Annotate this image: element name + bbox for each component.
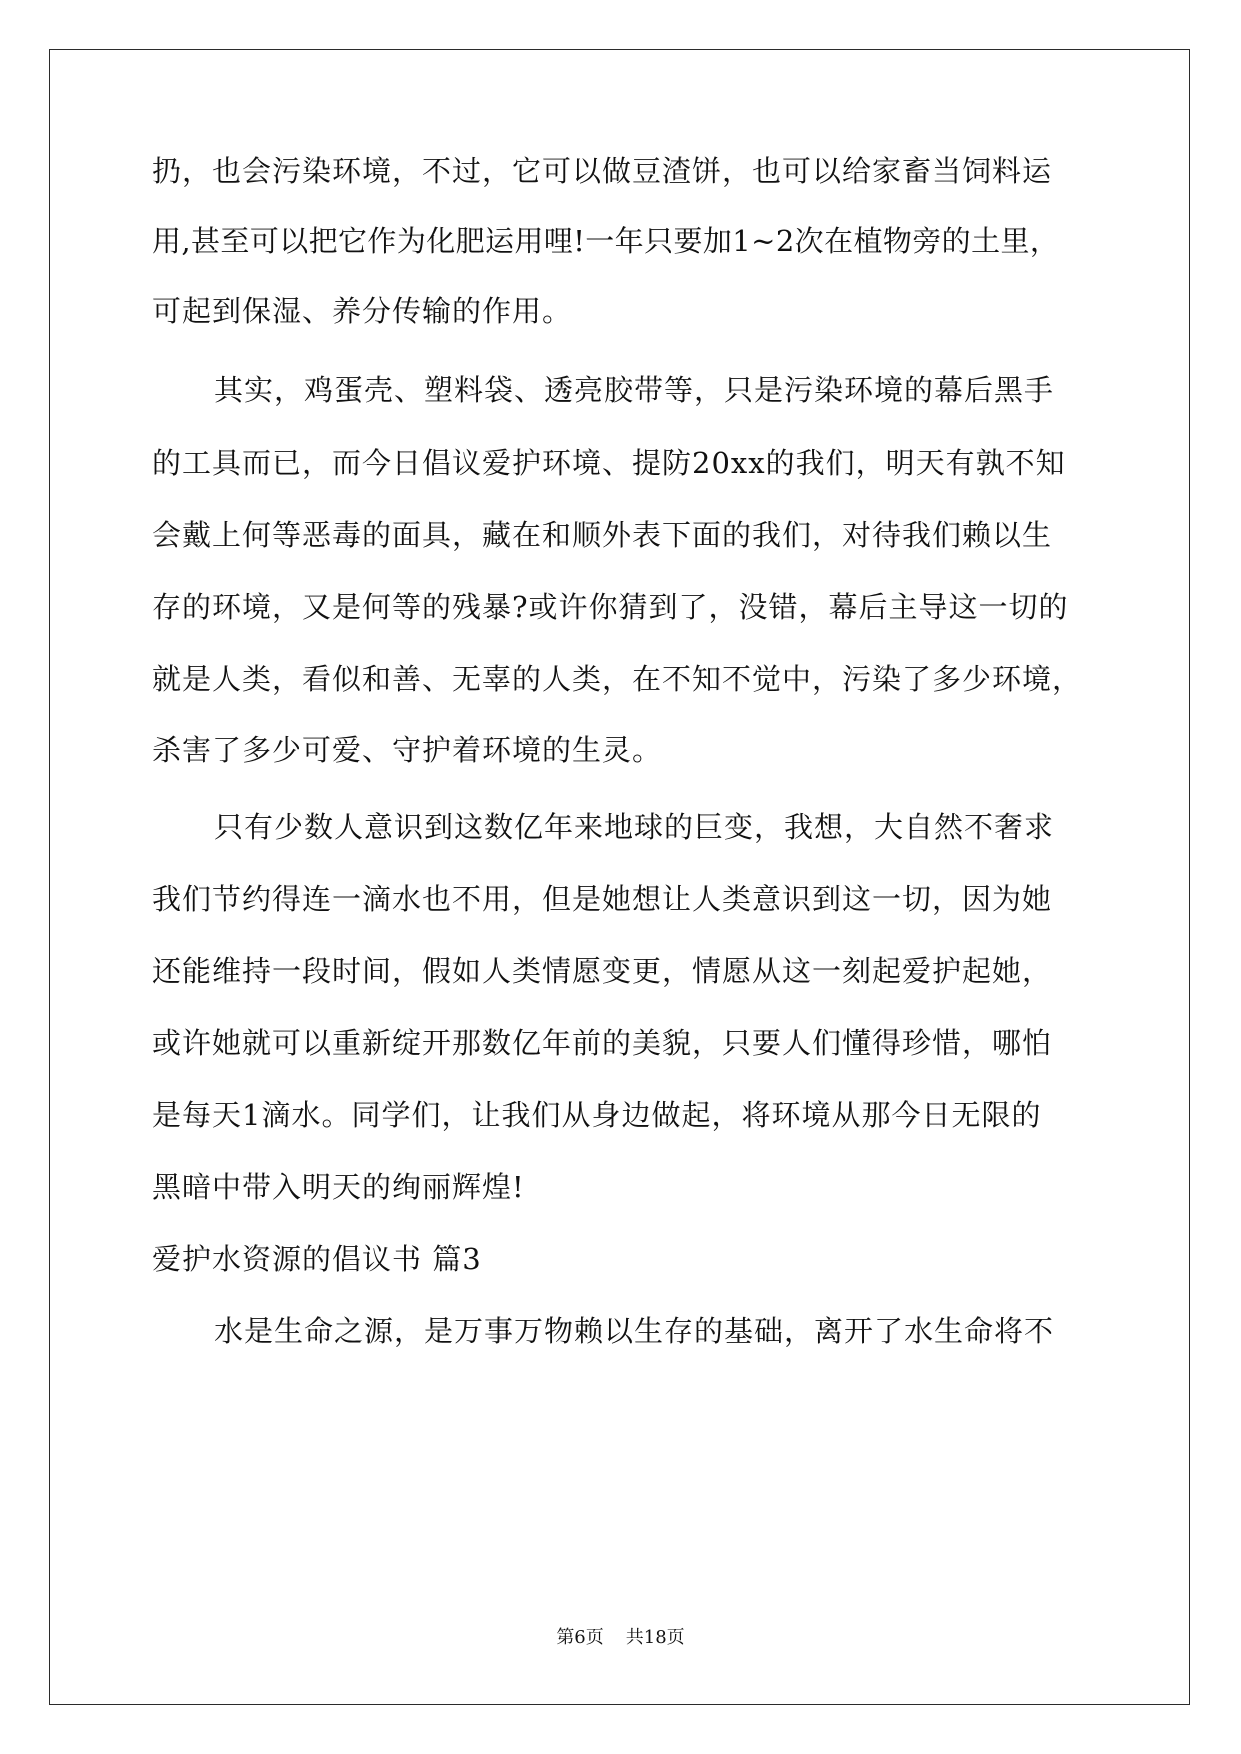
page-footer (0, 1626, 1241, 1650)
text-line: 用,甚至可以把它作为化肥运用哩!一年只要加1~2次在植物旁的土里， (152, 224, 1060, 258)
text-line: 黑暗中带入明天的绚丽辉煌! (152, 1170, 525, 1204)
section-heading: 爱护水资源的倡议书 篇3 (152, 1242, 482, 1276)
text-line: 就是人类，看似和善、无辜的人类，在不知不觉中，污染了多少环境， (152, 662, 1083, 696)
page-total: 共18页 (625, 1627, 685, 1648)
paragraph-first-line: 水是生命之源，是万事万物赖以生存的基础，离开了水生命将不 (214, 1314, 1055, 1348)
paragraph-first-line: 只有少数人意识到这数亿年来地球的巨变，我想，大自然不奢求 (214, 810, 1055, 844)
page-number: 第6页 (556, 1627, 604, 1648)
text-line: 是每天1滴水。同学们，让我们从身边做起，将环境从那今日无限的 (152, 1098, 1042, 1132)
text-line: 的工具而已，而今日倡议爱护环境、提防20xx的我们，明天有孰不知 (152, 446, 1066, 480)
text-line: 或许她就可以重新绽开那数亿年前的美貌，只要人们懂得珍惜，哪怕 (152, 1026, 1053, 1060)
text-line: 我们节约得连一滴水也不用，但是她想让人类意识到这一切，因为她 (152, 882, 1053, 916)
text-line: 扔，也会污染环境，不过，它可以做豆渣饼，也可以给家畜当饲料运 (152, 154, 1053, 188)
text-line: 存的环境，又是何等的残暴?或许你猜到了，没错，幕后主导这一切的 (152, 590, 1069, 624)
text-line: 还能维持一段时间，假如人类情愿变更，情愿从这一刻起爱护起她， (152, 954, 1053, 988)
text-line: 可起到保湿、养分传输的作用。 (152, 294, 573, 328)
text-line: 会戴上何等恶毒的面具，藏在和顺外表下面的我们，对待我们赖以生 (152, 518, 1053, 552)
text-line: 杀害了多少可爱、守护着环境的生灵。 (152, 733, 663, 767)
paragraph-first-line: 其实，鸡蛋壳、塑料袋、透亮胶带等，只是污染环境的幕后黑手 (214, 373, 1055, 407)
